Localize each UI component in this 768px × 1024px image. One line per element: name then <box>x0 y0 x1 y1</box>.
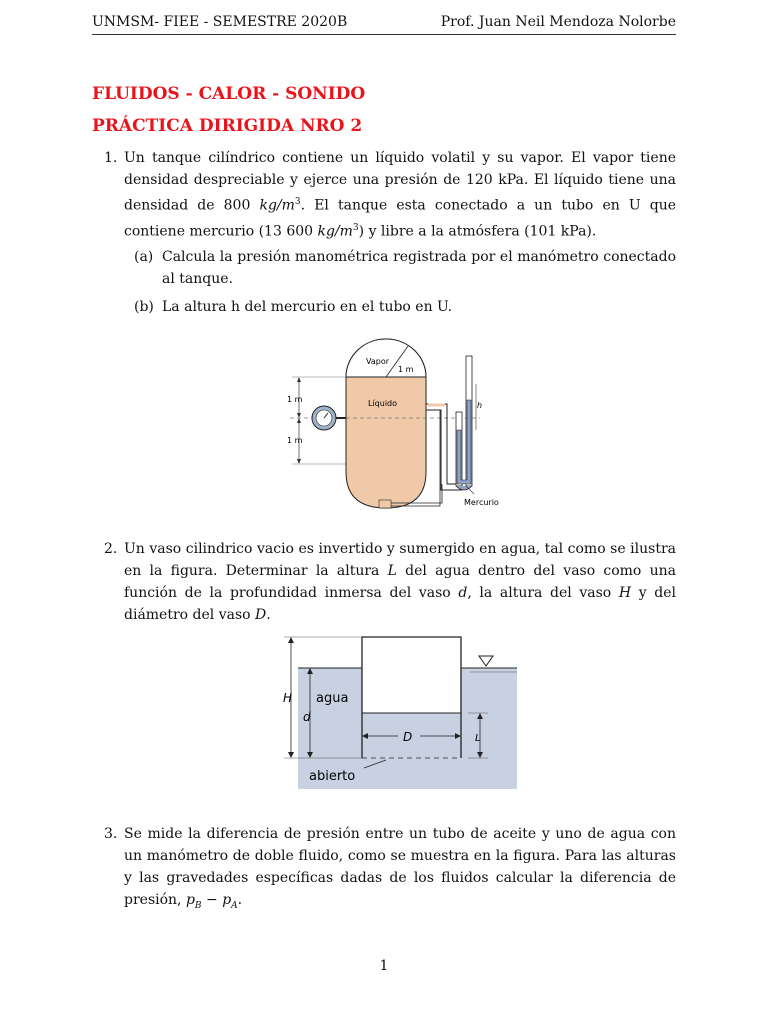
label-radius: 1 m <box>398 365 414 374</box>
label-liquid: Líquido <box>368 399 398 408</box>
figure-inverted-glass <box>270 630 522 795</box>
label-D: D <box>403 730 413 744</box>
problem-1-text: Un tanque cilíndrico contiene un líquido volatil y su vapor. El vapor tiene densidad despreciable y ejerce una presión de 120 kPa. El líquido tiene una densidad de 800 $kg/m^3$. El tanque esta conectado a un tubo en U que contiene mercurio (13 600 $kg/m^3$) y libre a la atmósfera (101 kPa). <box>124 150 677 240</box>
glass-air <box>362 637 461 713</box>
problem-1b-label: (b) <box>134 299 154 315</box>
problem-2 <box>104 538 676 626</box>
label-dim-top: 1 m <box>287 395 303 404</box>
problem-1-number: 1. <box>104 150 118 166</box>
problem-3 <box>104 823 676 917</box>
label-L: L <box>475 733 481 744</box>
figure-tank-manometer <box>270 335 510 515</box>
free-surface-symbol <box>479 656 493 666</box>
label-water: agua <box>316 691 349 706</box>
page-number: 1 <box>379 958 389 974</box>
label-H: H <box>283 691 293 705</box>
problem-1b-text: La altura h del mercurio en el tubo en U. <box>162 299 453 315</box>
label-mercury: Mercurio <box>464 498 499 507</box>
label-d: d <box>303 710 311 724</box>
label-dim-bottom: 1 m <box>287 436 303 445</box>
problem-3-text: Se mide la diferencia de presión entre un tubo de aceite y uno de agua con un manómetro de doble fluido, como se muestra en la figura. Para las alturas y las gravedades específicas dadas de los fluidos calcular la diferencia de presión, $p_B - p_A$. <box>124 826 676 911</box>
label-h: h <box>477 401 483 410</box>
problem-3-number: 3. <box>104 826 118 842</box>
label-vapor: Vapor <box>366 357 390 366</box>
problem-1 <box>104 147 677 242</box>
header-rule <box>92 34 676 35</box>
problem-2-text: Un vaso cilindrico vacio es invertido y sumergido en agua, tal como se ilustra en la figura. Determinar la altura L del agua dentro del vaso como una función de la profundidad inmersa del vaso d, la altura del vaso H y del diámetro del vaso D. <box>124 541 676 623</box>
problem-1a <box>134 246 676 290</box>
label-open: abierto <box>309 769 356 784</box>
problem-1a-label: (a) <box>134 249 154 265</box>
header-professor: Prof. Juan Neil Mendoza Nolorbe <box>440 14 676 30</box>
header-course: UNMSM- FIEE - SEMESTRE 2020B <box>92 14 348 30</box>
page-title: FLUIDOS - CALOR - SONIDO <box>92 84 366 104</box>
problem-1a-text: Calcula la presión manométrica registrada por el manómetro conectado al tanque. <box>162 249 676 287</box>
problem-2-number: 2. <box>104 541 118 557</box>
problem-1b <box>134 296 676 318</box>
page-subtitle: PRÁCTICA DIRIGIDA NRO 2 <box>92 116 363 136</box>
